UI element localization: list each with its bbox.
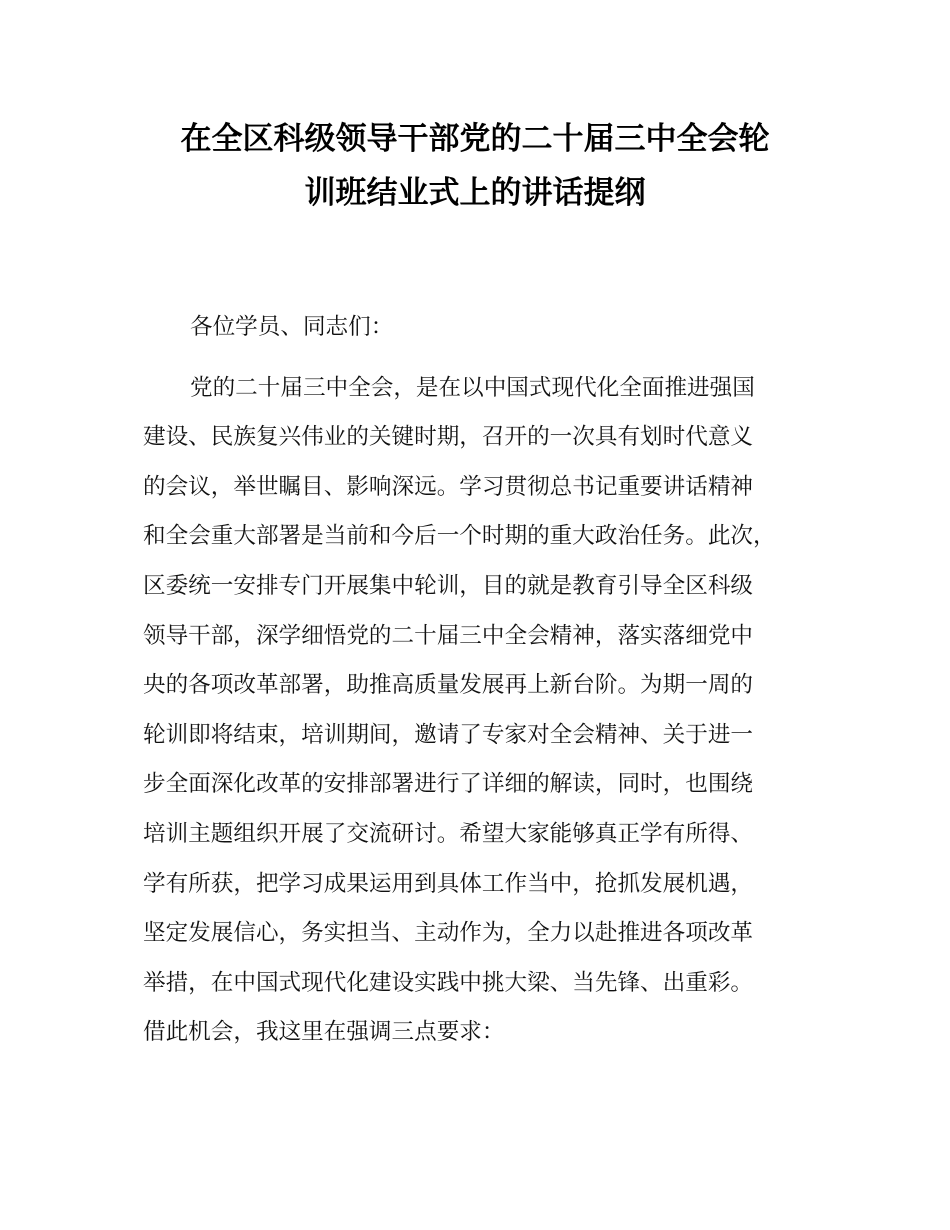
paragraph-line: 领导干部，深学细悟党的二十届三中全会精神，落实落细党中 xyxy=(143,622,754,649)
body-paragraph xyxy=(143,364,833,1058)
paragraph-line: 培训主题组织开展了交流研讨。希望大家能够真正学有所得、 xyxy=(143,820,754,847)
paragraph-line: 党的二十届三中全会，是在以中国式现代化全面推进强国 xyxy=(190,374,755,401)
paragraph-line: 借此机会，我这里在强调三点要求： xyxy=(143,1019,505,1046)
paragraph-line: 轮训即将结束，培训期间，邀请了专家对全会精神、关于进一 xyxy=(143,721,754,748)
paragraph-line: 学有所获，把学习成果运用到具体工作当中，抢抓发展机遇， xyxy=(143,870,754,897)
greeting: 各位学员、同志们： xyxy=(190,314,394,340)
paragraph-line: 区委统一安排专门开展集中轮训，目的就是教育引导全区科级 xyxy=(143,572,754,599)
paragraph-line: 央的各项改革部署，助推高质量发展再上新台阶。为期一周的 xyxy=(143,672,754,699)
document-title xyxy=(100,112,850,220)
title-line: 训班结业式上的讲话提纲 xyxy=(304,175,646,211)
document-body xyxy=(143,303,833,1058)
paragraph-line: 步全面深化改革的安排部署进行了详细的解读，同时，也围绕 xyxy=(143,771,754,798)
title-line: 在全区科级领导干部党的二十届三中全会轮 xyxy=(180,121,770,157)
paragraph-line: 的会议，举世瞩目、影响深远。学习贯彻总书记重要讲话精神 xyxy=(143,473,754,500)
paragraph-line: 和全会重大部署是当前和今后一个时期的重大政治任务。此次， xyxy=(143,523,776,550)
paragraph-line: 建设、民族复兴伟业的关键时期，召开的一次具有划时代意义 xyxy=(143,424,754,451)
paragraph-line: 坚定发展信心，务实担当、主动作为，全力以赴推进各项改革 xyxy=(143,920,754,947)
paragraph-line: 举措，在中国式现代化建设实践中挑大梁、当先锋、出重彩。 xyxy=(143,969,754,996)
